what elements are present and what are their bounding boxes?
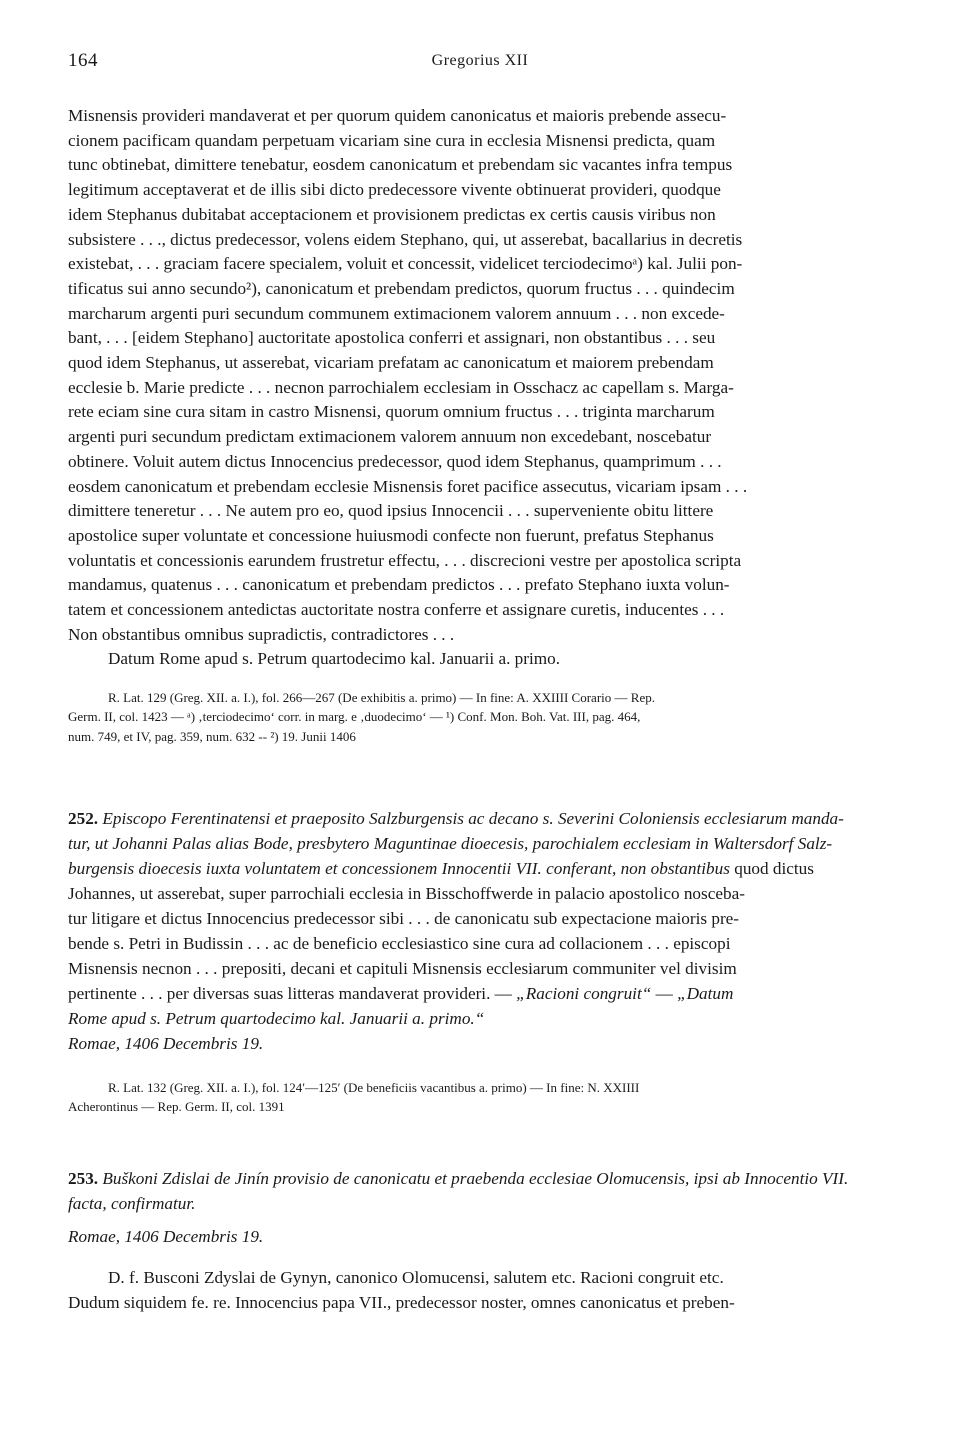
incipit: „Racioni congruit“ — [516, 984, 652, 1003]
text-line: marcharum argenti puri secundum communem extimacionem valorem annuum . . . non excede- — [68, 303, 725, 323]
running-title: Gregorius XII — [431, 52, 529, 69]
regest-line: tur, ut Johanni Palas alias Bode, presbytero Maguntinae dioecesis, parochialem ecclesiam in Waltersdorf Salz- — [68, 834, 833, 853]
entry-252 — [68, 806, 894, 1056]
text-line: ecclesie b. Marie predicte . . . necnon parrochialem ecclesiam in Osschacz ac capellam s. Marga- — [68, 377, 734, 397]
footnote-paragraph — [68, 1078, 894, 1117]
entry-253 — [68, 1166, 894, 1249]
text-line: tunc obtinebat, dimittere tenebatur, eosdem canonicatum et prebendam sic vacantes infra tempus — [68, 155, 733, 175]
text-line: cionem pacificam quandam perpetuam vicariam sine cura in ecclesia Misnensi predicta, quam — [68, 130, 716, 150]
text-line: argenti puri secundum predictam extimacionem valorem annuum non excedebant, noscebatur — [68, 427, 712, 447]
text-line: Johannes, ut asserebat, super parrochiali ecclesia in Bisschoffwerde in palacio apostolico nosceba- — [68, 884, 745, 903]
datum-line: Datum Rome apud s. Petrum quartodecimo kal. Januarii a. primo. — [108, 649, 561, 669]
dash: — — [651, 984, 678, 1003]
entry-number: 252. — [68, 809, 99, 828]
text-line: legitimum acceptaverat et de illis sibi dicto predecessore vivente obtinuerat provideri, quodque — [68, 180, 721, 200]
text-line: tificatus sui anno secundo²), canonicatum et prebendam predictos, quorum fructus . . . quindecim — [68, 278, 735, 298]
regest-line: Episcopo Ferentinatensi et praeposito Salzburgensis ac decano s. Severini Coloniensis ecclesiarum manda- — [102, 809, 844, 828]
regest-line: Buškoni Zdislai de Jinín provisio de canonicatu et praebenda ecclesiae Olomucensis, ipsi ab Innocentio VII. — [102, 1169, 849, 1188]
text-line: voluntatis et concessionis earundem frustretur effectu, . . . discrecioni vestre per apostolica scripta — [68, 550, 742, 570]
footnotes-252 — [68, 1078, 894, 1117]
continuation-paragraph — [68, 104, 894, 647]
entry-date: Romae, 1406 Decembris 19. — [68, 1227, 264, 1246]
entry-252-text — [68, 806, 894, 1056]
footnote-paragraph — [68, 688, 894, 746]
text-fragment: pertinente . . . per diversas suas litteras mandaverat provideri. — — [68, 984, 517, 1003]
text-line: subsistere . . ., dictus predecessor, volens eidem Stephano, qui, ut asserebat, bacallarius in decretis — [68, 229, 743, 249]
text-line: obtinere. Voluit autem dictus Innocencius predecessor, quod idem Stephanus, quamprimum . . . — [68, 451, 722, 471]
text-line: Misnensis necnon . . . prepositi, decani et capituli Misnensis ecclesiarum communiter vel divisim — [68, 959, 737, 978]
text-fragment: quod dictus — [729, 859, 814, 878]
continuation-text — [68, 104, 894, 672]
text-line: Misnensis provideri mandaverat et per quorum quidem canonicatus et maioris prebende assecu- — [68, 106, 727, 125]
datum-open: „Datum — [677, 984, 734, 1003]
text-line: rete eciam sine cura sitam in castro Misnensi, quorum omnium fructus . . . triginta marcharum — [68, 402, 715, 422]
footnote-line: Acherontinus — Rep. Germ. II, col. 1391 — [68, 1099, 285, 1115]
text-line: dimittere teneretur . . . Ne autem pro eo, quod ipsius Innocencii . . . superveniente obitu littere — [68, 501, 714, 521]
regest-line: facta, confirmatur. — [68, 1194, 196, 1213]
entry-253-text — [68, 1166, 894, 1249]
regest-line: burgensis dioecesis iuxta voluntatem et concessionem Innocentii VII. conferant, non obstantibus — [68, 859, 730, 878]
text-line: tur litigare et dictus Innocencius predecessor sibi . . . de canonicatu sub expectacione maioris pre- — [68, 909, 740, 928]
text-line: Non obstantibus omnibus supradictis, contradictores . . . — [68, 624, 455, 644]
text-line: mandamus, quatenus . . . canonicatum et prebendam predictos . . . prefato Stephano iuxta volun- — [68, 575, 730, 595]
footnote-line: num. 749, et IV, pag. 359, num. 632 -- ²) 19. Junii 1406 — [68, 728, 356, 744]
text-line: bant, . . . [eidem Stephano] auctoritate apostolica conferri et assignari, non obstantibus . . . seu — [68, 328, 716, 348]
footnotes-1 — [68, 688, 894, 746]
text-line: D. f. Busconi Zdyslai de Gynyn, canonico Olomucensi, salutem etc. Racioni congruit etc. — [108, 1268, 724, 1287]
entry-253-body — [68, 1266, 894, 1315]
text-line: idem Stephanus dubitabat acceptacionem et provisionem predictas ex certis causis viribus non — [68, 204, 716, 224]
page-number: 164 — [68, 50, 98, 71]
text-line: bende s. Petri in Budissin . . . ac de beneficio ecclesiastico sine cura ad collacionem . . . episcopi — [68, 934, 731, 953]
entry-number: 253. — [68, 1169, 99, 1188]
text-line: tatem et concessionem antedictas auctoritate nostra conferre et assignare curetis, inducentes . . . — [68, 600, 725, 620]
entry-253-paragraph — [68, 1266, 894, 1315]
text-line: quod idem Stephanus, ut asserebat, vicariam prefatam ac canonicatum et maiorem prebendam — [68, 353, 714, 373]
footnote-line: Germ. II, col. 1423 — ᵃ) ‚terciodecimo‘ corr. in marg. e ‚duodecimo‘ — ¹) Conf. Mon. Boh. Vat. III, pag. 464, — [68, 709, 641, 725]
footnote-line: R. Lat. 129 (Greg. XII. a. I.), fol. 266—267 (De exhibitis a. primo) — In fine: A. XXIIII Corario — Rep. — [108, 690, 655, 705]
text-line: eosdem canonicatum et prebendam ecclesie Misnensis foret pacifice assecutus, vicariam ipsam . . . — [68, 476, 748, 496]
text-line: Dudum siquidem fe. re. Innocencius papa VII., predecessor noster, omnes canonicatus et preben- — [68, 1292, 735, 1312]
text-line: existebat, . . . graciam facere specialem, voluit et concessit, videlicet terciodecimoᵃ) kal. Julii pon- — [68, 254, 743, 274]
footnote-line: R. Lat. 132 (Greg. XII. a. I.), fol. 124′—125′ (De beneficiis vacantibus a. primo) — In fine: N. XXIIII — [108, 1080, 640, 1095]
datum-formula: Rome apud s. Petrum quartodecimo kal. Januarii a. primo.“ — [68, 1009, 485, 1028]
text-line: apostolice super voluntate et concessione huiusmodi confecte non fuerunt, prefatus Stephanus — [68, 525, 714, 545]
entry-date: Romae, 1406 Decembris 19. — [68, 1034, 264, 1053]
